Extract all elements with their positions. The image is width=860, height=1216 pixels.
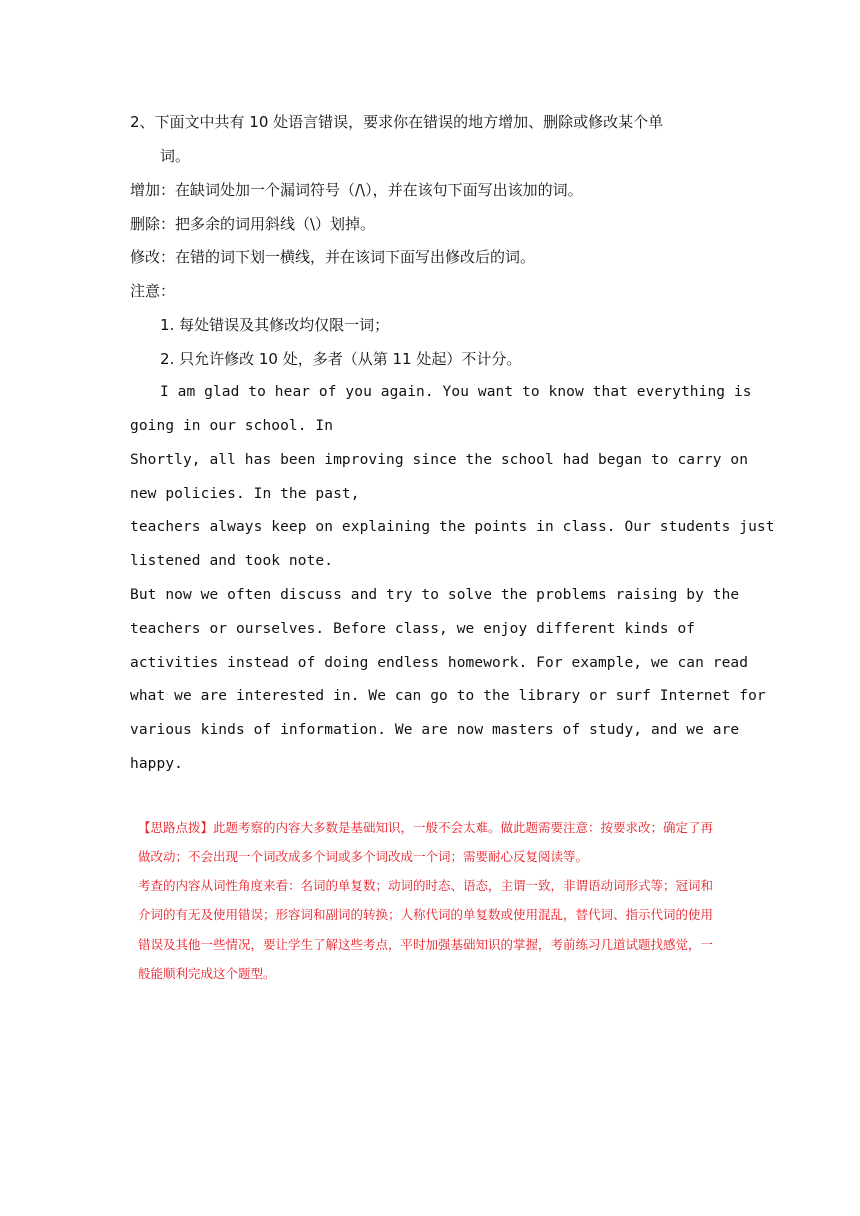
- passage-line: activities instead of doing endless homework. For example, we can read: [130, 655, 749, 671]
- hint-line: 错误及其他一些情况，要让学生了解这些考点，平时加强基础知识的掌握，考前练习几道试题找感觉，一: [138, 937, 714, 952]
- note-item-1: 1. 每处错误及其修改均仅限一词；: [160, 316, 390, 334]
- hint-line: 介词的有无及使用错误；形容词和副词的转换；人称代词的单复数或使用混乱，替代词、指示代词的使用: [138, 907, 714, 922]
- modify-rule: 修改：在错的词下划一横线，并在该词下面写出修改后的词。: [130, 248, 536, 266]
- hint-line: 考查的内容从词性角度来看：名词的单复数；动词的时态、语态，主谓一致，非谓语动词形式等；冠词和: [138, 878, 714, 893]
- note-label: 注意：: [130, 282, 176, 300]
- passage-line: various kinds of information. We are now masters of study, and we are: [130, 722, 740, 738]
- question-heading: 2、下面文中共有 10 处语言错误，要求你在错误的地方增加、删除或修改某个单: [130, 113, 664, 131]
- passage-line: teachers always keep on explaining the points in class. Our students just: [130, 519, 775, 535]
- passage-line: new policies. In the past,: [130, 486, 360, 502]
- passage-line: going in our school. In: [130, 418, 334, 434]
- passage-line: happy.: [130, 756, 183, 772]
- hint-line: 【思路点拨】此题考察的内容大多数是基础知识，一般不会太难。做此题需要注意：按要求改；确定了再: [138, 820, 714, 835]
- hint-line: 般能顺利完成这个题型。: [138, 966, 276, 981]
- hint-line: 做改动；不会出现一个词改成多个词或多个词改成一个词；需要耐心反复阅读等。: [138, 849, 589, 864]
- passage-line: listened and took note.: [130, 553, 334, 569]
- passage-line: teachers or ourselves. Before class, we enjoy different kinds of: [130, 621, 696, 637]
- passage-line: I am glad to hear of you again. You want to know that everything is: [160, 384, 752, 400]
- add-rule: 增加：在缺词处加一个漏词符号（/\），并在该句下面写出该加的词。: [130, 181, 583, 199]
- passage-line: Shortly, all has been improving since the school had began to carry on: [130, 452, 749, 468]
- passage-line: what we are interested in. We can go to the library or surf Internet for: [130, 688, 766, 704]
- passage-line: But now we often discuss and try to solve the problems raising by the: [130, 587, 740, 603]
- question-heading-continued: 词。: [160, 147, 191, 165]
- note-item-2: 2. 只允许修改 10 处，多者（从第 11 处起）不计分。: [160, 350, 522, 368]
- delete-rule: 删除：把多余的词用斜线（\）划掉。: [130, 215, 376, 233]
